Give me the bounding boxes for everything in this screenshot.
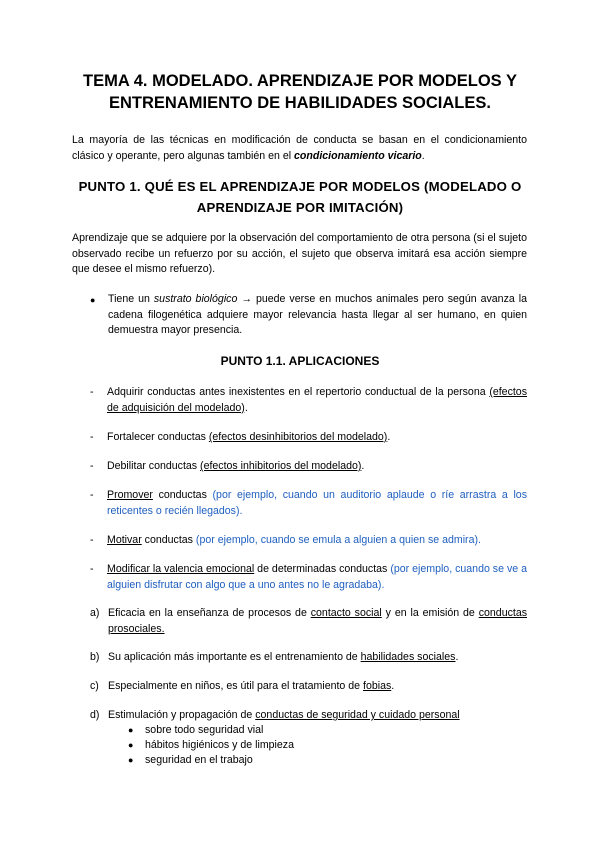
bullet-post: → puede verse en muchos animales pero según avanza la cadena filogenética adquiere mayor relevancia hasta llegar al ser humano, en quien demuestra mayor presencia. [108, 293, 527, 337]
intro-emphasis: condicionamiento vicario [294, 149, 422, 162]
document-title [60, 70, 540, 114]
lettered-item: Su aplicación más importante es el entrenamiento de habilidades sociales. [108, 651, 459, 663]
lettered-item: Estimulación y propagación de conductas de seguridad y cuidado personal [108, 709, 460, 721]
list-item: Promover conductas (por ejemplo, cuando un auditorio aplaude o ríe arrastra a los reticentes o recién llegados). [107, 489, 527, 517]
letter-marker: d) [90, 709, 100, 721]
lettered-item: Especialmente en niños, es útil para el tratamiento de fobias. [108, 680, 395, 692]
dash-marker: - [90, 563, 94, 575]
sub-list-item: seguridad en el trabajo [145, 754, 253, 766]
heading-line-1: PUNTO 1. QUÉ ES EL APRENDIZAJE POR MODELOS (MODELADO O [78, 179, 522, 194]
list-item: Modificar la valencia emocional de determinadas conductas (por ejemplo, cuando se ve a alguien disfrutar con algo que a uno antes no le agradaba). [107, 563, 527, 591]
definition-paragraph: Aprendizaje que se adquiere por la observación del comportamiento de otra persona (si el sujeto observado recibe un refuerzo por su acción, el sujeto que observa imitará esa acción siempre que desee el mismo refuerzo). [72, 232, 527, 276]
letter-marker: c) [90, 680, 99, 692]
list-item: Debilitar conductas (efectos inhibitorios del modelado). [107, 460, 365, 472]
bullet-pre: Tiene un [108, 293, 154, 305]
section-heading-punto-1-1: PUNTO 1.1. APLICACIONES [220, 354, 380, 368]
letter-marker: b) [90, 651, 100, 663]
dash-marker: - [90, 431, 94, 443]
bullet-emphasis: sustrato biológico [153, 293, 238, 305]
dash-marker: - [90, 489, 94, 501]
section-heading-punto-1 [72, 176, 528, 218]
dash-marker: - [90, 460, 94, 472]
letter-marker: a) [90, 607, 100, 619]
intro-paragraph [72, 133, 527, 164]
dash-marker: - [90, 534, 94, 546]
sub-bullet-marker: ● [128, 740, 134, 750]
lettered-item: Eficacia en la enseñanza de procesos de contacto social y en la emisión de conductas prosociales. [108, 607, 528, 635]
intro-text: La mayoría de las técnicas en modificación de conducta se basan en el condicionamiento clásico y operante, pero algunas también en el [72, 134, 527, 162]
dash-marker: - [90, 386, 94, 398]
heading-line-2: APRENDIZAJE POR IMITACIÓN) [196, 200, 404, 215]
list-item: Adquirir conductas antes inexistentes en el repertorio conductual de la persona (efectos de adquisición del modelado). [107, 386, 527, 414]
sub-bullet-marker: ● [128, 755, 134, 765]
list-item: Fortalecer conductas (efectos desinhibitorios del modelado). [107, 431, 391, 443]
sub-list-item: sobre todo seguridad vial [145, 724, 264, 736]
sub-bullet-marker: ● [128, 725, 134, 735]
sub-list-item: hábitos higiénicos y de limpieza [145, 739, 294, 751]
bullet-paragraph [108, 292, 527, 339]
title-line-2: ENTRENAMIENTO DE HABILIDADES SOCIALES. [109, 94, 491, 112]
intro-end: . [421, 149, 425, 162]
bullet-marker: ● [90, 295, 96, 305]
title-line-1: TEMA 4. MODELADO. APRENDIZAJE POR MODELOS Y [83, 72, 517, 90]
list-item: Motivar conductas (por ejemplo, cuando se emula a alguien a quien se admira). [107, 534, 481, 546]
